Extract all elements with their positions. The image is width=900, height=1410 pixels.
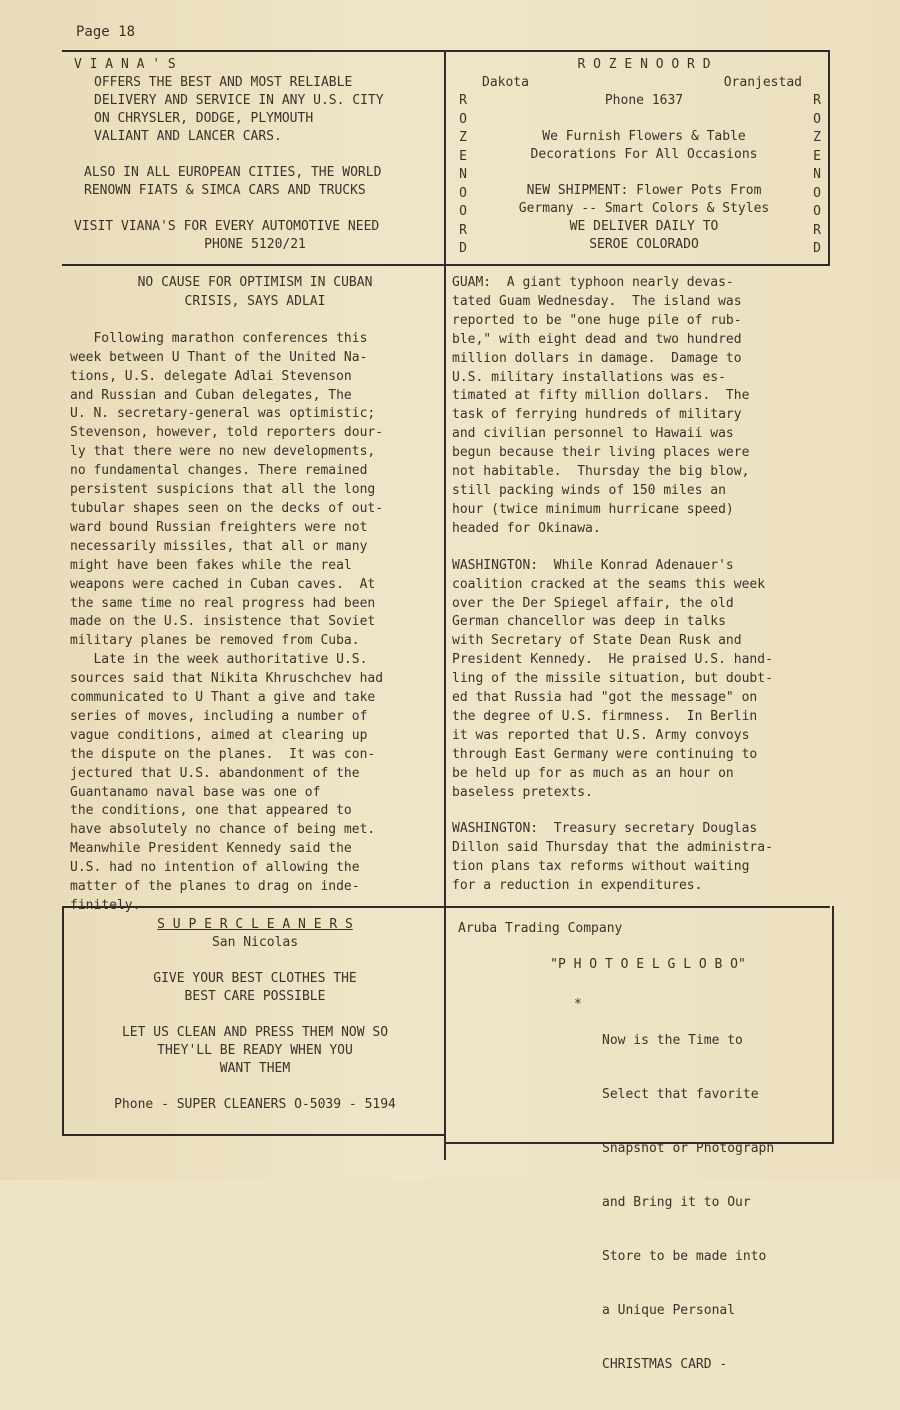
cleaners-line: THEY'LL BE READY WHEN YOU bbox=[157, 1043, 353, 1058]
aruba-line: Store to be made into bbox=[602, 1249, 767, 1264]
vertical-letter: O bbox=[813, 204, 821, 219]
text-line: sources said that Nikita Khruschchev had bbox=[70, 671, 384, 687]
text-line: with Secretary of State Dean Rusk and bbox=[452, 633, 742, 649]
article-paragraph bbox=[70, 651, 440, 916]
text-line: the same time no real progress had been bbox=[70, 595, 376, 611]
page-number: Page 18 bbox=[76, 24, 136, 40]
vertical-letter: N bbox=[813, 167, 821, 182]
text-line: President Kennedy. He praised U.S. hand- bbox=[452, 652, 773, 668]
vertical-letter: N bbox=[459, 167, 467, 182]
vertical-letter: O bbox=[459, 111, 467, 127]
text-line: military planes be removed from Cuba. bbox=[70, 633, 360, 649]
super-cleaners-ad bbox=[70, 916, 440, 1114]
top-rule bbox=[62, 50, 830, 52]
vertical-letter: R bbox=[813, 222, 821, 238]
text-line: tion plans tax reforms without waiting bbox=[452, 859, 750, 875]
text-line: might have been fakes while the real bbox=[70, 557, 352, 573]
text-line: U.S. had no intention of allowing the bbox=[70, 860, 360, 876]
text-line: persistent suspicions that all the long bbox=[70, 482, 376, 498]
viana-line: VALIANT AND LANCER CARS. bbox=[94, 129, 282, 144]
text-line: have absolutely no chance of being met. bbox=[70, 822, 376, 838]
viana-line: ON CHRYSLER, DODGE, PLYMOUTH bbox=[94, 111, 314, 126]
aruba-line: Now is the Time to bbox=[602, 1033, 743, 1048]
text-line: tated Guam Wednesday. The island was bbox=[452, 293, 742, 309]
text-line: U.S. military installations was es- bbox=[452, 369, 726, 385]
article-headline: CRISIS, SAYS ADLAI bbox=[184, 293, 326, 309]
aruba-line: Snapshot or Photograph bbox=[602, 1141, 775, 1156]
article-headline: NO CAUSE FOR OPTIMISM IN CUBAN bbox=[137, 275, 373, 290]
text-line: ed that Russia had "got the message" on bbox=[452, 690, 758, 706]
rozenoord-location-right: Oranjestad bbox=[723, 75, 802, 90]
cleaners-line: WANT THEM bbox=[219, 1061, 291, 1076]
text-line: task of ferrying hundreds of military bbox=[452, 407, 742, 423]
text-line: Late in the week authoritative U.S. bbox=[70, 652, 368, 668]
cleaners-location: San Nicolas bbox=[211, 935, 299, 950]
rozenoord-ad bbox=[452, 56, 830, 266]
aruba-body bbox=[602, 996, 774, 1410]
text-line: baseless pretexts. bbox=[452, 784, 593, 800]
rozenoord-vertical-left bbox=[456, 92, 470, 259]
text-line: communicated to U Thant a give and take bbox=[70, 690, 376, 706]
text-line: Guantanamo naval base was one of bbox=[70, 784, 321, 800]
vertical-letter: E bbox=[813, 148, 821, 164]
vertical-letter: Z bbox=[459, 130, 467, 145]
aruba-line: Select that favorite bbox=[602, 1087, 759, 1102]
left-border-bottom bbox=[62, 906, 64, 1136]
text-line: made on the U.S. insistence that Soviet bbox=[70, 614, 376, 630]
rozenoord-line: WE DELIVER DAILY TO bbox=[569, 219, 719, 234]
text-line: ling of the missile situation, but doubt- bbox=[452, 671, 773, 687]
rozenoord-line: SEROE COLORADO bbox=[589, 237, 699, 252]
rozenoord-title: R O Z E N O O R D bbox=[577, 57, 711, 72]
text-line: headed for Okinawa. bbox=[452, 520, 601, 536]
text-line: tubular shapes seen on the decks of out- bbox=[70, 500, 384, 516]
text-line: Meanwhile President Kennedy said the bbox=[70, 841, 352, 857]
text-line: coalition cracked at the seams this week bbox=[452, 576, 766, 592]
text-line: weapons were cached in Cuban caves. At bbox=[70, 576, 376, 592]
viana-line: ALSO IN ALL EUROPEAN CITIES, THE WORLD bbox=[84, 165, 382, 180]
text-line: for a reduction in expenditures. bbox=[452, 878, 703, 894]
washington-brief-adenauer bbox=[452, 557, 832, 803]
text-line: jectured that U.S. abandonment of the bbox=[70, 765, 360, 781]
text-line: series of moves, including a number of bbox=[70, 708, 368, 724]
text-line: finitely. bbox=[70, 898, 141, 913]
text-line: over the Der Spiegel affair, the old bbox=[452, 595, 734, 611]
cuban-crisis-article bbox=[70, 274, 440, 916]
text-line: German chancellor was deep in talks bbox=[452, 614, 726, 630]
text-line: through East Germany were continuing to bbox=[452, 746, 758, 762]
cleaners-title: S U P E R C L E A N E R S bbox=[157, 917, 353, 932]
bullet-star-icon: * bbox=[574, 997, 582, 1012]
vertical-letter: O bbox=[813, 185, 821, 201]
cleaners-line: LET US CLEAN AND PRESS THEM NOW SO bbox=[121, 1025, 389, 1040]
text-line: ble," with eight dead and two hundred bbox=[452, 331, 742, 347]
vertical-letter: O bbox=[459, 185, 467, 201]
text-line: timated at fifty million dollars. The bbox=[452, 388, 750, 404]
cleaners-line: BEST CARE POSSIBLE bbox=[184, 989, 326, 1004]
vertical-letter: D bbox=[813, 241, 821, 256]
vertical-letter: E bbox=[459, 148, 467, 164]
text-line: Dillon said Thursday that the administra- bbox=[452, 840, 773, 856]
cleaners-phone: Phone - SUPER CLEANERS O-5039 - 5194 bbox=[114, 1097, 396, 1112]
viana-phone: PHONE 5120/21 bbox=[204, 237, 306, 252]
text-line: ly that there were no new developments, bbox=[70, 444, 376, 460]
viana-ad bbox=[70, 56, 440, 254]
text-line: million dollars in damage. Damage to bbox=[452, 350, 742, 366]
rozenoord-vertical-right bbox=[810, 92, 824, 259]
text-line: Following marathon conferences this bbox=[70, 330, 368, 346]
viana-line: DELIVERY AND SERVICE IN ANY U.S. CITY bbox=[94, 93, 384, 108]
aruba-line: and Bring it to Our bbox=[602, 1195, 751, 1210]
text-line: WASHINGTON: While Konrad Adenauer's bbox=[452, 557, 734, 573]
text-line: U. N. secretary-general was optimistic; bbox=[70, 406, 376, 422]
text-line: no fundamental changes. There remained bbox=[70, 463, 368, 479]
article-paragraph bbox=[70, 330, 440, 651]
guam-brief bbox=[452, 274, 832, 539]
text-line: and civilian personnel to Hawaii was bbox=[452, 426, 734, 442]
text-line: week between U Thant of the United Na- bbox=[70, 349, 368, 365]
aruba-trading-ad bbox=[458, 920, 838, 1372]
vertical-letter: D bbox=[459, 241, 467, 256]
rozenoord-line: Germany -- Smart Colors & Styles bbox=[518, 201, 770, 216]
text-line: the degree of U.S. firmness. In Berlin bbox=[452, 708, 758, 724]
vertical-letter: O bbox=[459, 204, 467, 219]
cleaners-line: GIVE YOUR BEST CLOTHES THE bbox=[153, 971, 357, 986]
washington-brief-dillon bbox=[452, 820, 832, 896]
viana-line: OFFERS THE BEST AND MOST RELIABLE bbox=[94, 75, 353, 90]
viana-title: V I A N A ' S bbox=[74, 57, 176, 72]
viana-line: RENOWN FIATS & SIMCA CARS AND TRUCKS bbox=[84, 183, 366, 198]
text-line: and Russian and Cuban delegates, The bbox=[70, 387, 352, 403]
news-briefs-column bbox=[452, 274, 832, 896]
text-line: still packing winds of 150 miles an bbox=[452, 482, 726, 498]
rozenoord-location-left: Dakota bbox=[482, 75, 529, 90]
rozenoord-line: NEW SHIPMENT: Flower Pots From bbox=[526, 183, 762, 198]
vertical-letter: O bbox=[813, 111, 821, 127]
text-line: matter of the planes to drag on inde- bbox=[70, 879, 360, 895]
aruba-line: CHRISTMAS CARD - bbox=[602, 1357, 728, 1372]
vertical-letter: R bbox=[813, 93, 821, 108]
text-line: hour (twice minimum hurricane speed) bbox=[452, 501, 734, 517]
text-line: the conditions, one that appeared to bbox=[70, 803, 352, 819]
rozenoord-line: Decorations For All Occasions bbox=[530, 147, 758, 162]
text-line: Stevenson, however, told reporters dour- bbox=[70, 425, 384, 441]
text-line: GUAM: A giant typhoon nearly devas- bbox=[452, 275, 734, 290]
text-line: it was reported that U.S. Army convoys bbox=[452, 727, 750, 743]
vertical-letter: R bbox=[459, 93, 467, 108]
aruba-line: a Unique Personal bbox=[602, 1303, 736, 1318]
left-bottom-rule bbox=[62, 1134, 446, 1136]
text-line: begun because their living places were bbox=[452, 445, 750, 461]
vertical-letter: Z bbox=[813, 130, 821, 145]
rozenoord-phone: Phone 1637 bbox=[604, 93, 684, 108]
text-line: tions, U.S. delegate Adlai Stevenson bbox=[70, 368, 352, 384]
rozenoord-line: We Furnish Flowers & Table bbox=[542, 129, 746, 144]
text-line: necessarily missiles, that all or many bbox=[70, 538, 368, 554]
viana-line: VISIT VIANA'S FOR EVERY AUTOMOTIVE NEED bbox=[74, 219, 380, 234]
text-line: WASHINGTON: Treasury secretary Douglas bbox=[452, 821, 758, 837]
text-line: vague conditions, aimed at clearing up bbox=[70, 727, 368, 743]
text-line: ward bound Russian freighters were not bbox=[70, 519, 368, 535]
text-line: the dispute on the planes. It was con- bbox=[70, 746, 376, 762]
text-line: not habitable. Thursday the big blow, bbox=[452, 464, 750, 480]
aruba-title: "P H O T O E L G L O B O" bbox=[550, 957, 746, 972]
aruba-company: Aruba Trading Company bbox=[458, 921, 623, 936]
center-column-rule bbox=[444, 50, 446, 1160]
text-line: reported to be "one huge pile of rub- bbox=[452, 312, 742, 328]
text-line: be held up for as much as an hour on bbox=[452, 765, 734, 781]
vertical-letter: R bbox=[459, 222, 467, 238]
